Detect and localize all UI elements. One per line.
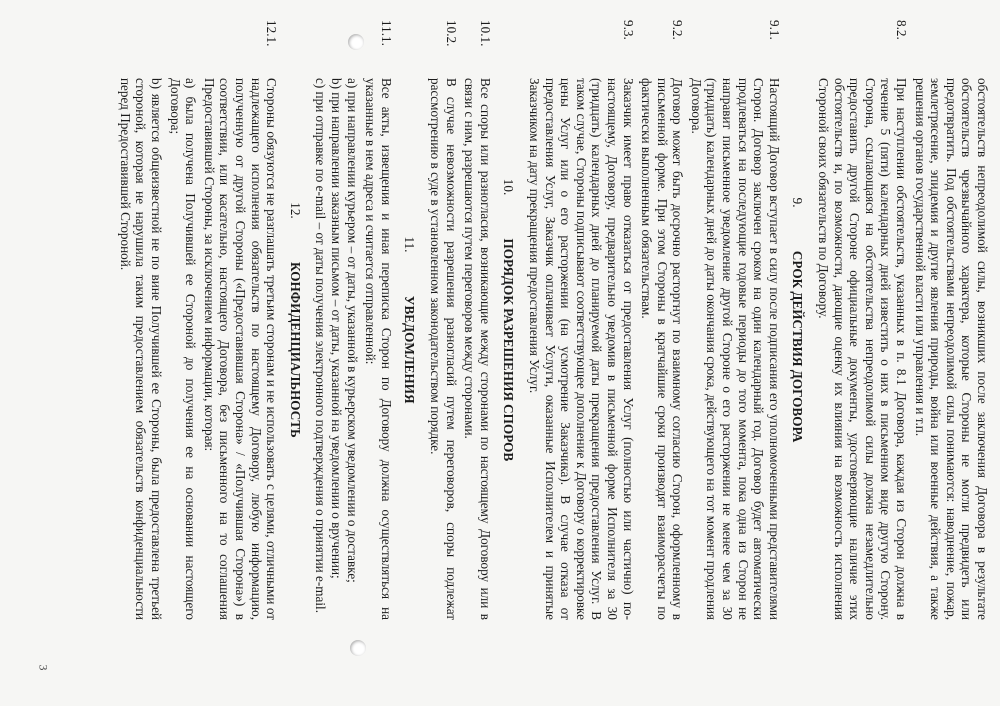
clause-12-1: [201, 20, 279, 620]
section-11-heading: [402, 20, 418, 620]
clause-9-3: [526, 20, 635, 620]
section-12-heading: [287, 20, 303, 620]
continuation-paragraph: обстоятельств непреодолимой силы, возникших после заключения Договора в результате обстоятельств чрезвычайного характера, которые Стороны не могли предвидеть или предотвратить. Под обстоятельствами непреодолимой силы понимаются: наводнение, пожар, землетрясение, эпидемия и другие явления природы, война или военные действия, а также решения органов государственной власти или управления и т.п.: [912, 78, 990, 620]
section-title: УВЕДОМЛЕНИЯ: [402, 295, 418, 404]
clause-text: Заказчик имеет право отказаться от предоставления Услуг (полностью или частично) по-настоящему, Договору, предварительно уведомив в письменной форме Исполнителя за 30 (тридцать) календарных дней до планируемой даты прекращения предоставления Услуг. В таком случае, Стороны подписывают соответствующее дополнение к Договору о корректировке цены Услуг или о его расторжении (на усмотрение Заказчика). В случае отказа от предоставления Услуг, Заказчик оплачивает Услуги, оказанные Исполнителем и принятые Заказчиком на дату прекращения предоставления Услуг.: [526, 78, 636, 620]
section-9-heading: [790, 20, 806, 620]
clause-text: Настоящий Договор вступает в силу после подписания его уполномоченными представителями Сторон. Договор заключен сроком на один календарный год. Договор будет автоматически продлеваться на последующие годовые периоды до того момента, пока одна из Сторон не направит письменное уведомление другой Стороне о его расторжении не менее чем за 30 (тридцать) календарных дней до даты окончания срока, действующего на тот момент продления Договора.: [688, 78, 782, 620]
clause-11-1-item-a: а) при направлении курьером – от даты, указанной в курьерском уведомлении о доставке;: [344, 78, 360, 583]
section-number: 9.: [790, 197, 806, 208]
clause-number: 9.1.: [766, 20, 782, 40]
clause-10-2: [427, 20, 458, 620]
section-title: СРОК ДЕЙСТВИЯ ДОГОВОРА: [790, 250, 806, 443]
document-body: [95, 0, 1000, 650]
clause-number: 9.3.: [620, 20, 636, 40]
clause-9-2: [639, 20, 686, 620]
clause-text: В случае невозможности разрешения разногласий путем переговоров, споры подлежат рассмотрению в суде в установленном законодательством порядке.: [428, 78, 459, 620]
clause-11-1-item-c: c) при отправке по e-mail – от даты получения электронного подтверждения о принятии e-mail.: [313, 78, 329, 613]
clause-11-1-item-b: b) при направлении заказным письмом – от даты, указанной на уведомлении о вручении;: [329, 78, 345, 579]
section-number: 11.: [402, 236, 418, 253]
clause-9-1: [688, 20, 782, 620]
page-number: 3: [36, 664, 51, 671]
clause-number: 10.1.: [477, 20, 493, 47]
clause-12-1-item-b: b) является общеизвестной не по вине Получившей ее Стороны, была предоставлена третьей стороной, которая не нарушила таким предоставлением обязательств конфиденциальности перед Предоставившей Стороной.: [117, 78, 165, 620]
clause-11-1: [363, 20, 394, 620]
clause-text: Стороны обязуются не разглашать третьим сторонам и не использовать с целями, отличными от надлежащего исполнения обязательств по настоящему Договору, любую информацию, полученную от другой Стороны («Предоставившая Сторона» / «Получившая Сторона») в соответствии, или касательно, настоящего Договора, без письменного на то соглашения Предоставившей Стороны, за исключением информации, которая:: [201, 78, 280, 620]
clause-number: 12.1.: [264, 20, 280, 47]
clause-number: 10.2.: [443, 20, 459, 47]
section-number: 12.: [287, 202, 303, 219]
section-10-heading: [501, 20, 517, 620]
clause-text: Все споры или разногласия, возникающие между сторонами по настоящему Договору или в связи с ним, разрешаются путем переговоров между сторонами.: [462, 78, 493, 620]
clause-number: 8.2.: [894, 20, 910, 40]
clause-10-1: [462, 20, 493, 620]
clause-text: Договор может быть досрочно расторгнут по взаимному согласию Сторон, оформленному в письменной форме. При этом Стороны в кратчайшие сроки производят взаиморасчеты по фактически выполненным обязательствам.: [639, 78, 686, 620]
section-number: 10.: [501, 178, 517, 196]
clause-12-1-item-a: a) была получена Получившей ее Стороной до получения ее на основании настоящего Договора;: [167, 78, 199, 620]
clause-number: 11.1.: [378, 20, 394, 46]
section-title: КОНФИДЕНЦИАЛЬНОСТЬ: [287, 262, 303, 438]
clause-number: 9.2.: [670, 20, 686, 40]
clause-text: При наступлении обстоятельств, указанных в п. 8.1 Договора, каждая из Сторон должна в течение 5 (пяти) календарных дней известить о них в письменном виде другую Сторону. Сторона, ссылающаяся на обстоятельства непреодолимой силы должна незамедлительно предоставить другой Стороне официальные документы, удостоверяющие наличие этих обстоятельств и, по возможности, дающие оценку их влияния на возможность исполнения Стороной своих обязательств по Договору.: [816, 78, 910, 620]
clause-8-2: [815, 20, 909, 620]
section-title: ПОРЯДОК РАЗРЕШЕНИЯ СПОРОВ: [501, 238, 517, 462]
clause-text: Все акты, извещения и иная переписка Сторон по Договору должна осуществляться на указанные в нем адреса и считается отправленной:: [363, 78, 394, 620]
